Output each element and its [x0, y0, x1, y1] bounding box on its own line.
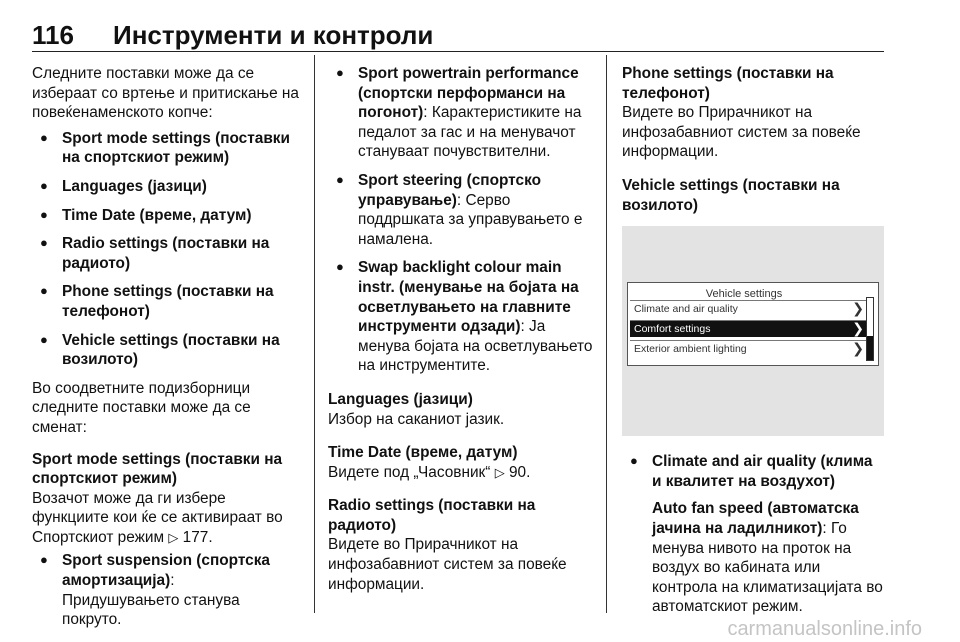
reference-icon: ▷ [494, 464, 505, 480]
menu-row-climate: Climate and air quality ❯ [630, 300, 866, 317]
list-item: ● Vehicle settings (поставки на возилото) [32, 331, 302, 370]
list-item: ● Phone settings (поставки на телефонот) [32, 282, 302, 321]
column-divider-2 [606, 55, 607, 613]
list-item: ● Sport steering (спортско управување): Серво поддршката за управувањето е намалена. [328, 171, 598, 249]
sport-options-list-continued [328, 64, 598, 376]
column-1 [32, 64, 302, 639]
list-item: ● Radio settings (поставки на радиото) [32, 234, 302, 273]
time-date-heading: Time Date (време, датум) [328, 444, 518, 462]
page-title: Инструменти и контроли [113, 20, 434, 50]
vehicle-settings-list [622, 452, 886, 617]
watermark: carmanualsonline.info [727, 618, 922, 640]
languages-text: Избор на сакaниот јазик. [328, 410, 505, 428]
list-item: ● Languages (јазици) [32, 177, 302, 197]
page-number: 116 [32, 20, 74, 50]
chevron-right-icon: ❯ [852, 320, 864, 337]
reference-icon: ▷ [168, 529, 179, 545]
radio-settings-heading: Radio settings (поставки на радиото) [328, 497, 536, 534]
menu-row-exterior-lighting: Exterior ambient lighting ❯ [630, 340, 866, 357]
time-date-text: Видете под „Часовник“ ▷ 90. [328, 463, 531, 481]
settings-list [32, 129, 302, 370]
column-3 [622, 64, 886, 626]
list-item: ● Sport mode settings (поставки на спортскиот режим) [32, 129, 302, 168]
list-item: ● Swap backlight colour main instr. (менување на бојата на осветлувањето на главните инструменти одзади): Ја менува бојата на осветлувањето на инструментите. [328, 258, 598, 376]
list-item: ● Climate and air quality (клима и квалитет на воздухот) Auto fan speed (автоматска јачина на ладилникот): Го менува нивото на проток на воздух во кабината или контрола на климатизацијата во автоматскиот режим. [622, 452, 886, 617]
chevron-right-icon: ❯ [852, 340, 864, 357]
list-item: ● Sport powertrain performance (спортски перформанси на погонот): Карактеристиките на педалот за гас и на менувачот стануваат почувствителни. [328, 64, 598, 162]
radio-settings-text: Видете во Прирачникот на инфозабавниот систем за повеќе информации. [328, 536, 567, 593]
intro-text: Следните поставки може да се избераат со вртење и притискање на повеќенаменското копче: [32, 65, 299, 122]
sport-mode-body: Возачот може да ги избере функциите кои ќе се активираат во Спортскиот режим ▷ 177. [32, 489, 283, 546]
phone-settings-heading: Phone settings (поставки на телефонот) [622, 65, 834, 102]
list-item: ● Sport suspension (спортска амортизација): Придушувањето станува покруто. [32, 551, 302, 629]
settings-menu-panel [627, 282, 879, 366]
column-2 [328, 64, 598, 594]
list-item: ● Time Date (време, датум) [32, 206, 302, 226]
chevron-right-icon: ❯ [852, 300, 864, 317]
sport-mode-heading: Sport mode settings (поставки на спортскиот режим) [32, 450, 283, 488]
column-divider-1 [314, 55, 315, 613]
menu-row-comfort-selected: Comfort settings ❯ [630, 320, 866, 337]
vehicle-settings-heading: Vehicle settings (поставки на возилото) [622, 176, 840, 214]
after-list-text: Во соодветните подизборници следните поставки може да се сменат: [32, 379, 251, 436]
sport-options-list [32, 551, 302, 629]
screen-title: Vehicle settings [705, 288, 783, 301]
vehicle-settings-screen-image [622, 226, 884, 436]
screen-scrollbar [866, 297, 874, 361]
scrollbar-thumb [867, 336, 873, 360]
phone-settings-text: Видете во Прирачникот на инфозабавниот систем за повеќе информации. [622, 104, 861, 161]
header-rule [32, 51, 884, 52]
languages-heading: Languages (јазици) [328, 390, 473, 408]
